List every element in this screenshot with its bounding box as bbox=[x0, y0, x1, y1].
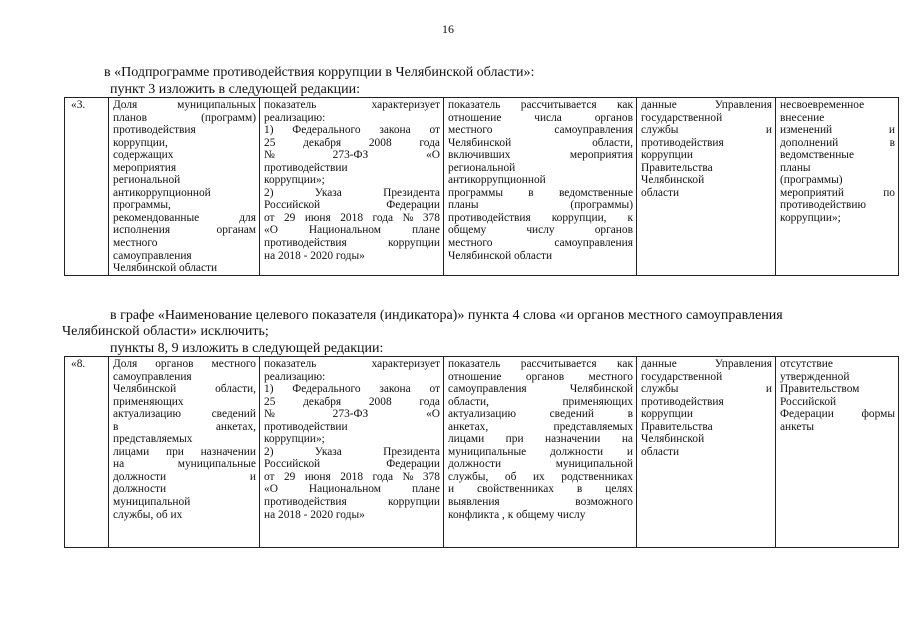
cell-line: программы, bbox=[113, 199, 171, 212]
row-number: «3. bbox=[65, 98, 109, 276]
cell-line: отношение органов местного bbox=[448, 370, 633, 383]
cell-line: противодействия bbox=[641, 395, 724, 408]
cell-line: несвоевременное bbox=[780, 99, 865, 111]
cell-line: от 29 июня 2018 года № 378 bbox=[264, 470, 440, 483]
cell-line: применяющих bbox=[113, 395, 184, 408]
cell-line: противодействия коррупции bbox=[264, 496, 440, 509]
row-number: «8. bbox=[65, 357, 109, 548]
cell-line: данные Управления bbox=[641, 99, 772, 111]
cell-line: Челябинской bbox=[641, 174, 705, 187]
cell-line: местного bbox=[113, 237, 158, 250]
cell-line: «О Национальном плане bbox=[264, 224, 440, 237]
cell-line: планов (программ) bbox=[113, 111, 256, 124]
cell-line: Челябинской области bbox=[448, 249, 553, 262]
cell-line: противодействия bbox=[641, 136, 724, 149]
cell-line: области bbox=[641, 186, 680, 199]
table-row bbox=[65, 98, 899, 276]
item3-intro: пункт 3 изложить в следующей редакции: bbox=[110, 82, 360, 97]
cell-line: рекомендованные для bbox=[113, 211, 256, 224]
cell-line: региональной bbox=[113, 174, 181, 187]
cell-line: в анкетах, bbox=[113, 420, 256, 433]
cell-line: Доля органов местного bbox=[113, 358, 256, 370]
cell-line: мероприятия bbox=[113, 161, 177, 174]
cell-line: Челябинской bbox=[641, 433, 705, 446]
cell-line: 2) Указа Президента bbox=[264, 445, 440, 458]
indicator-name-cell bbox=[109, 98, 260, 276]
cell-line: службы, об их родственниках bbox=[448, 470, 633, 483]
legal-basis-cell bbox=[260, 357, 444, 548]
cell-line: Российской Федерации bbox=[264, 458, 440, 471]
cell-line: должности bbox=[113, 483, 167, 496]
cell-line: дополнений в bbox=[780, 136, 895, 149]
cell-line: государственной bbox=[641, 111, 723, 124]
cell-line: самоуправления bbox=[113, 370, 192, 383]
cell-line: планы (программы) bbox=[448, 199, 633, 212]
cell-line: службы и bbox=[641, 124, 772, 137]
cell-line: отношение числа органов bbox=[448, 111, 633, 124]
cell-line: 25 декабря 2008 года bbox=[264, 136, 440, 149]
cell-line: противодействию bbox=[780, 199, 867, 212]
cell-line: муниципальные должности и bbox=[448, 445, 633, 458]
cell-line: программы в ведомственные bbox=[448, 186, 633, 199]
cell-line: представляемых bbox=[113, 433, 193, 446]
table-item-3 bbox=[64, 97, 899, 276]
table-item-8 bbox=[64, 356, 899, 548]
cell-line: реализацию: bbox=[264, 370, 326, 383]
cell-line: «О Национальном плане bbox=[264, 483, 440, 496]
cell-line: государственной bbox=[641, 370, 723, 383]
cell-line: Доля муниципальных bbox=[113, 99, 256, 111]
cell-line: муниципальной bbox=[113, 496, 191, 509]
cell-line: содержащих bbox=[113, 149, 174, 162]
cell-line: самоуправления Челябинской bbox=[448, 383, 633, 396]
cell-line: на муниципальные bbox=[113, 458, 256, 471]
indicator-name-cell bbox=[109, 357, 260, 548]
cell-line: области, применяющих bbox=[448, 395, 633, 408]
cell-line: антикоррупционной bbox=[113, 186, 211, 199]
cell-line: местного самоуправления bbox=[448, 124, 633, 137]
cell-line: коррупции»; bbox=[264, 433, 325, 446]
cell-line: антикоррупционной bbox=[448, 174, 546, 187]
cell-line: на 2018 - 2020 годы» bbox=[264, 249, 365, 262]
cell-line: коррупции»; bbox=[264, 174, 325, 187]
cell-line: отсутствие bbox=[780, 358, 833, 370]
cell-line: включивших мероприятия bbox=[448, 149, 633, 162]
cell-line: службы, об их bbox=[113, 508, 183, 521]
cell-line: 25 декабря 2008 года bbox=[264, 395, 440, 408]
risk-cell bbox=[776, 98, 899, 276]
cell-line: анкеты bbox=[780, 420, 815, 433]
cell-line: коррупции bbox=[641, 408, 693, 421]
cell-line: от 29 июня 2018 года № 378 bbox=[264, 211, 440, 224]
legal-basis-cell bbox=[260, 98, 444, 276]
cell-line: коррупции bbox=[641, 149, 693, 162]
cell-line: изменений и bbox=[780, 124, 895, 137]
cell-line: должности муниципальной bbox=[448, 458, 633, 471]
cell-line: общему числу органов bbox=[448, 224, 633, 237]
cell-line: 1) Федерального закона от bbox=[264, 124, 440, 137]
cell-line: внесение bbox=[780, 111, 825, 124]
cell-line: Правительством bbox=[780, 383, 860, 396]
cell-line: 2) Указа Президента bbox=[264, 186, 440, 199]
graph-note-line-2: Челябинской области» исключить; bbox=[62, 324, 269, 339]
cell-line: Челябинской области, bbox=[113, 383, 256, 396]
cell-line: коррупции»; bbox=[780, 211, 841, 224]
cell-line: и свойственниках в целях bbox=[448, 483, 633, 496]
cell-line: Челябинской области bbox=[113, 262, 218, 275]
cell-line: № 273-ФЗ «О bbox=[264, 149, 440, 162]
cell-line: противодействии bbox=[264, 161, 348, 174]
cell-line: выявления возможного bbox=[448, 496, 633, 509]
cell-line: противодействии bbox=[264, 420, 348, 433]
cell-line: данные Управления bbox=[641, 358, 772, 370]
intro-paragraph: в «Подпрограмме противодействия коррупции в Челябинской области»: bbox=[104, 65, 535, 80]
cell-line: планы bbox=[780, 161, 811, 174]
cell-line: местного самоуправления bbox=[448, 237, 633, 250]
cell-line: самоуправления bbox=[113, 249, 192, 262]
cell-line: противодействия коррупции, к bbox=[448, 211, 633, 224]
cell-line: лицами при назначении на bbox=[448, 433, 633, 446]
cell-line: службы и bbox=[641, 383, 772, 396]
table-row bbox=[65, 357, 899, 548]
cell-line: лицами при назначении bbox=[113, 445, 256, 458]
data-source-cell bbox=[637, 98, 776, 276]
cell-line: показатель рассчитывается как bbox=[448, 99, 633, 111]
cell-line: Челябинской области, bbox=[448, 136, 633, 149]
cell-line: региональной bbox=[448, 161, 516, 174]
cell-line: Правительства bbox=[641, 161, 713, 174]
cell-line: должности и bbox=[113, 470, 256, 483]
cell-line: на 2018 - 2020 годы» bbox=[264, 508, 365, 521]
cell-line: Российской Федерации bbox=[264, 199, 440, 212]
cell-line: исполнения органам bbox=[113, 224, 256, 237]
cell-line: Федерации формы bbox=[780, 408, 895, 421]
cell-line: № 273-ФЗ «О bbox=[264, 408, 440, 421]
cell-line: коррупции, bbox=[113, 136, 168, 149]
cell-line: мероприятий по bbox=[780, 186, 895, 199]
calculation-method-cell bbox=[444, 357, 637, 548]
cell-line: противодействия коррупции bbox=[264, 237, 440, 250]
cell-line: противодействия bbox=[113, 124, 196, 137]
cell-line: показатель характеризует bbox=[264, 99, 440, 111]
cell-line: показатель характеризует bbox=[264, 358, 440, 370]
cell-line: утвержденной bbox=[780, 370, 850, 383]
cell-line: конфликта , к общему числу bbox=[448, 508, 586, 521]
cell-line: Правительства bbox=[641, 420, 713, 433]
cell-line: показатель рассчитывается как bbox=[448, 358, 633, 370]
items89-intro: пункты 8, 9 изложить в следующей редакции: bbox=[110, 341, 384, 356]
page-number: 16 bbox=[442, 22, 454, 36]
cell-line: реализацию: bbox=[264, 111, 326, 124]
cell-line: анкетах, представляемых bbox=[448, 420, 633, 433]
cell-line: (программы) bbox=[780, 174, 843, 187]
cell-line: 1) Федерального закона от bbox=[264, 383, 440, 396]
cell-line: актуализацию сведений в bbox=[448, 408, 633, 421]
cell-line: Российской bbox=[780, 395, 837, 408]
cell-line: области bbox=[641, 445, 680, 458]
risk-cell bbox=[776, 357, 899, 548]
data-source-cell bbox=[637, 357, 776, 548]
graph-note-line-1: в графе «Наименование целевого показателя (индикатора)» пункта 4 слова «и органов местного самоуправления bbox=[110, 308, 783, 323]
cell-line: актуализацию сведений bbox=[113, 408, 256, 421]
calculation-method-cell bbox=[444, 98, 637, 276]
cell-line: ведомственные bbox=[780, 149, 854, 162]
